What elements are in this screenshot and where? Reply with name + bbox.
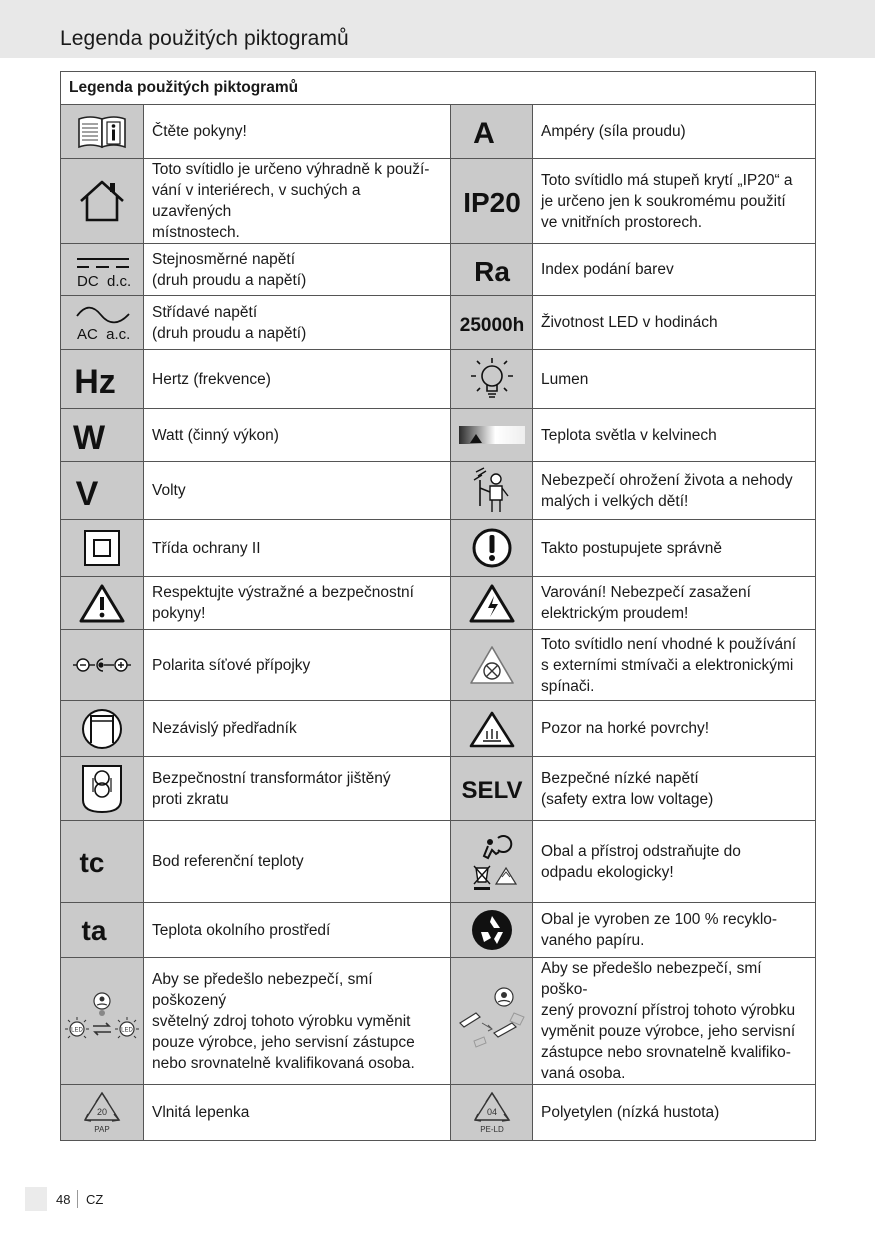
dc-symbol: DC d.c. xyxy=(77,272,132,290)
watt-icon xyxy=(61,409,144,462)
exclamation-circle-icon xyxy=(451,520,533,577)
page-header xyxy=(0,0,875,58)
row-text-right: Obal je vyroben ze 100 % recyklo- vaného papíru. xyxy=(533,903,816,958)
page-title: Legenda použitých piktogramů xyxy=(60,27,349,50)
ta-icon xyxy=(61,903,144,958)
protection-class-2-icon xyxy=(61,520,144,577)
row-text-right: Polyetylen (nízká hustota) xyxy=(533,1085,816,1141)
pictogram-legend-table xyxy=(60,71,816,1141)
hz-symbol: Hz xyxy=(74,363,116,399)
row-text-left: Čtěte pokyny! xyxy=(144,105,451,159)
volt-icon xyxy=(61,462,144,520)
direct-current-icon xyxy=(61,244,144,296)
ampere-icon xyxy=(451,105,533,159)
row-text-right: Lumen xyxy=(533,350,816,409)
footer-separator xyxy=(77,1190,78,1208)
row-text-left: Teplota okolního prostředí xyxy=(144,903,451,958)
electric-shock-icon xyxy=(451,577,533,630)
row-text-left: Volty xyxy=(144,462,451,520)
selv-symbol: SELV xyxy=(461,776,522,804)
table-row xyxy=(61,577,816,630)
alternating-current-icon xyxy=(61,296,144,350)
row-text-left: Watt (činný výkon) xyxy=(144,409,451,462)
table-row xyxy=(61,350,816,409)
no-dimmer-icon xyxy=(451,630,533,701)
kelvin-gradient-icon xyxy=(451,409,533,462)
lumen-bulb-icon xyxy=(451,350,533,409)
svg-text:LED: LED xyxy=(121,1027,133,1034)
language-code: CZ xyxy=(86,1192,104,1207)
table-title: Legenda použitých piktogramů xyxy=(61,72,816,105)
indoor-house-icon xyxy=(61,159,144,244)
row-text-right: Bezpečné nízké napětí (safety extra low voltage) xyxy=(533,757,816,821)
table-row xyxy=(61,105,816,159)
row-text-left: Respektujte výstražné a bezpečnostní pokyny! xyxy=(144,577,451,630)
tc-symbol: tc xyxy=(79,846,105,878)
row-text-right: Ampéry (síla proudu) xyxy=(533,105,816,159)
table-row xyxy=(61,903,816,958)
table-row xyxy=(61,244,816,296)
table-row xyxy=(61,159,816,244)
page-number: 48 xyxy=(56,1192,71,1207)
polarity-icon xyxy=(61,630,144,701)
row-text-left: Stejnosměrné napětí (druh proudu a napětí) xyxy=(144,244,451,296)
ip20-icon xyxy=(451,159,533,244)
eco-disposal-icon xyxy=(451,821,533,903)
row-text-left: Aby se předešlo nebezpečí, smí poškozený světelný zdroj tohoto výrobku vyměnit pouze výrobce, jeho servisní zástupce nebo srovnatelně kvalifikovaná osoba. xyxy=(144,958,451,1085)
child-danger-icon xyxy=(451,462,533,520)
row-text-left: Hertz (frekvence) xyxy=(144,350,451,409)
ra-symbol: Ra xyxy=(473,255,510,287)
row-text-right: Index podání barev xyxy=(533,244,816,296)
ip20-symbol: IP20 xyxy=(462,187,521,218)
pe-ld-number: 04 xyxy=(486,1106,497,1117)
selv-icon xyxy=(451,757,533,821)
pap20-icon xyxy=(61,1085,144,1141)
footer-box xyxy=(25,1187,47,1211)
warning-triangle-icon xyxy=(61,577,144,630)
pap-number: 20 xyxy=(96,1106,108,1117)
row-text-right: Takto postupujete správně xyxy=(533,520,816,577)
lifetime-symbol: 25000h xyxy=(459,314,524,336)
row-text-right: Varování! Nebezpečí zasažení elektrickým proudem! xyxy=(533,577,816,630)
led-lifetime-icon xyxy=(451,296,533,350)
hertz-icon xyxy=(61,350,144,409)
ta-symbol: ta xyxy=(81,915,107,946)
table-row xyxy=(61,520,816,577)
ampere-symbol: A xyxy=(472,116,495,149)
table-row xyxy=(61,701,816,757)
tc-icon xyxy=(61,821,144,903)
row-text-left: Bod referenční teploty xyxy=(144,821,451,903)
row-text-right: Aby se předešlo nebezpečí, smí poško- zený provozní přístroj tohoto výrobku vyměnit pouze výrobce, jeho servisní zástupce nebo srovnatelně kvalifiko- vaná osoba. xyxy=(533,958,816,1085)
row-text-left: Třída ochrany II xyxy=(144,520,451,577)
table-row xyxy=(61,821,816,903)
row-text-left: Nezávislý předřadník xyxy=(144,701,451,757)
svg-text:LED: LED xyxy=(71,1027,83,1034)
row-text-right: Teplota světla v kelvinech xyxy=(533,409,816,462)
row-text-right: Životnost LED v hodinách xyxy=(533,296,816,350)
hot-surface-icon xyxy=(451,701,533,757)
row-text-right: Nebezpečí ohrožení života a nehody malých i velkých dětí! xyxy=(533,462,816,520)
light-source-replacement-icon xyxy=(61,958,144,1085)
row-text-left: Vlnitá lepenka xyxy=(144,1085,451,1141)
row-text-left: Polarita síťové přípojky xyxy=(144,630,451,701)
table-row xyxy=(61,462,816,520)
w-symbol: W xyxy=(72,419,106,455)
table-row xyxy=(61,958,816,1085)
table-row xyxy=(61,409,816,462)
pe-ld04-icon xyxy=(451,1085,533,1141)
row-text-right: Toto svítidlo má stupeň krytí „IP20“ a je určeno jen k soukromému použití ve vnitřních prostorech. xyxy=(533,159,816,244)
ac-symbol: AC a.c. xyxy=(77,325,131,343)
table-row xyxy=(61,296,816,350)
row-text-left: Toto svítidlo je určeno výhradně k použí- vání v interiérech, v suchých a uzavřených místnostech. xyxy=(144,159,451,244)
read-instructions-icon xyxy=(61,105,144,159)
table-row xyxy=(61,1085,816,1141)
color-rendering-icon xyxy=(451,244,533,296)
row-text-right: Toto svítidlo není vhodné k používání s externími stmívači a elektronickými spínači. xyxy=(533,630,816,701)
row-text-right: Obal a přístroj odstraňujte do odpadu ekologicky! xyxy=(533,821,816,903)
pe-ld-caption: PE-LD xyxy=(479,1124,504,1134)
v-symbol: V xyxy=(75,474,99,511)
row-text-right: Pozor na horké povrchy! xyxy=(533,701,816,757)
row-text-left: Střídavé napětí (druh proudu a napětí) xyxy=(144,296,451,350)
safety-transformer-icon xyxy=(61,757,144,821)
table-row xyxy=(61,630,816,701)
independent-ballast-icon xyxy=(61,701,144,757)
row-text-left: Bezpečnostní transformátor jištěný proti zkratu xyxy=(144,757,451,821)
recycle-icon xyxy=(451,903,533,958)
driver-replacement-icon xyxy=(451,958,533,1085)
pap-caption: PAP xyxy=(94,1124,110,1134)
table-row xyxy=(61,757,816,821)
